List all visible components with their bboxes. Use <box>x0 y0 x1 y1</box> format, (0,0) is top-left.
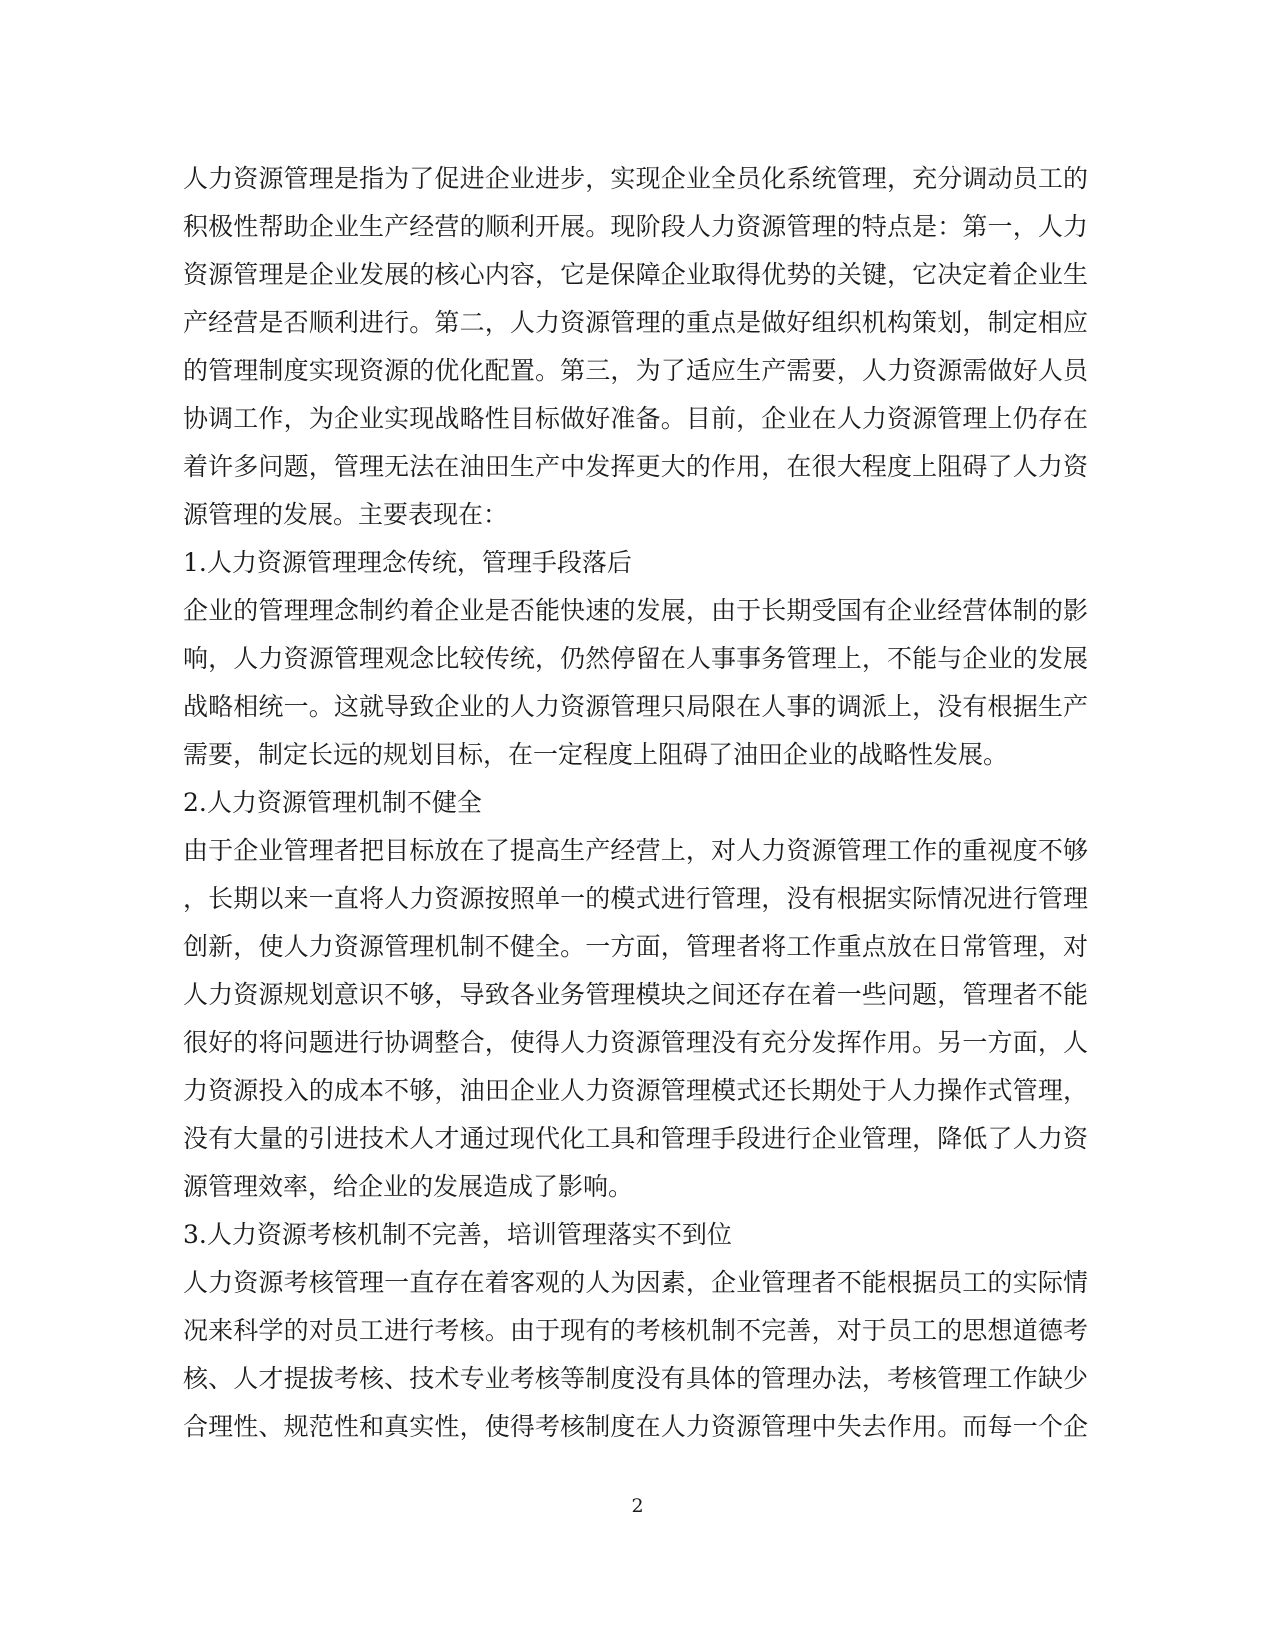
text-line: 协调工作，为企业实现战略性目标做好准备。目前，企业在人力资源管理上仍存在 <box>183 404 1088 433</box>
text-line: 源管理的发展。主要表现在： <box>183 500 509 529</box>
text-line: 合理性、规范性和真实性，使得考核制度在人力资源管理中失去作用。而每一个企 <box>183 1412 1088 1441</box>
text-line: 人力资源规划意识不够，导致各业务管理模块之间还存在着一些问题，管理者不能 <box>183 980 1088 1009</box>
text-line: ，长期以来一直将人力资源按照单一的模式进行管理，没有根据实际情况进行管理 <box>183 884 1088 913</box>
text-line: 需要，制定长远的规划目标，在一定程度上阻碍了油田企业的战略性发展。 <box>183 740 1009 769</box>
section-heading-2: 2.人力资源管理机制不健全 <box>183 788 482 817</box>
text-line: 积极性帮助企业生产经营的顺利开展。现阶段人力资源管理的特点是：第一，人力 <box>183 212 1088 241</box>
text-line: 的管理制度实现资源的优化配置。第三，为了适应生产需要，人力资源需做好人员 <box>183 356 1088 385</box>
page-number: 2 <box>631 1495 644 1517</box>
text-line: 人力资源管理是指为了促进企业进步，实现企业全员化系统管理，充分调动员工的 <box>183 164 1088 193</box>
text-line: 响，人力资源管理观念比较传统，仍然停留在人事事务管理上，不能与企业的发展 <box>183 644 1088 673</box>
text-line: 况来科学的对员工进行考核。由于现有的考核机制不完善，对于员工的思想道德考 <box>183 1316 1088 1345</box>
text-line: 着许多问题，管理无法在油田生产中发挥更大的作用，在很大程度上阻碍了人力资 <box>183 452 1088 481</box>
text-line: 创新，使人力资源管理机制不健全。一方面，管理者将工作重点放在日常管理，对 <box>183 932 1088 961</box>
text-line: 源管理效率，给企业的发展造成了影响。 <box>183 1172 634 1201</box>
body-text <box>183 155 1088 1451</box>
text-line: 战略相统一。这就导致企业的人力资源管理只局限在人事的调派上，没有根据生产 <box>183 692 1088 721</box>
text-line: 人力资源考核管理一直存在着客观的人为因素，企业管理者不能根据员工的实际情 <box>183 1268 1088 1297</box>
text-line: 由于企业管理者把目标放在了提高生产经营上，对人力资源管理工作的重视度不够 <box>183 836 1088 865</box>
text-line: 力资源投入的成本不够，油田企业人力资源管理模式还长期处于人力操作式管理， <box>183 1076 1088 1105</box>
text-line: 产经营是否顺利进行。第二，人力资源管理的重点是做好组织机构策划，制定相应 <box>183 308 1088 337</box>
section-heading-1: 1.人力资源管理理念传统，管理手段落后 <box>183 548 632 577</box>
text-line: 没有大量的引进技术人才通过现代化工具和管理手段进行企业管理，降低了人力资 <box>183 1124 1088 1153</box>
text-line: 资源管理是企业发展的核心内容，它是保障企业取得优势的关键，它决定着企业生 <box>183 260 1088 289</box>
text-line: 核、人才提拔考核、技术专业考核等制度没有具体的管理办法，考核管理工作缺少 <box>183 1364 1088 1393</box>
text-line: 很好的将问题进行协调整合，使得人力资源管理没有充分发挥作用。另一方面，人 <box>183 1028 1088 1057</box>
text-line: 企业的管理理念制约着企业是否能快速的发展，由于长期受国有企业经营体制的影 <box>183 596 1088 625</box>
section-heading-3: 3.人力资源考核机制不完善，培训管理落实不到位 <box>183 1220 732 1249</box>
